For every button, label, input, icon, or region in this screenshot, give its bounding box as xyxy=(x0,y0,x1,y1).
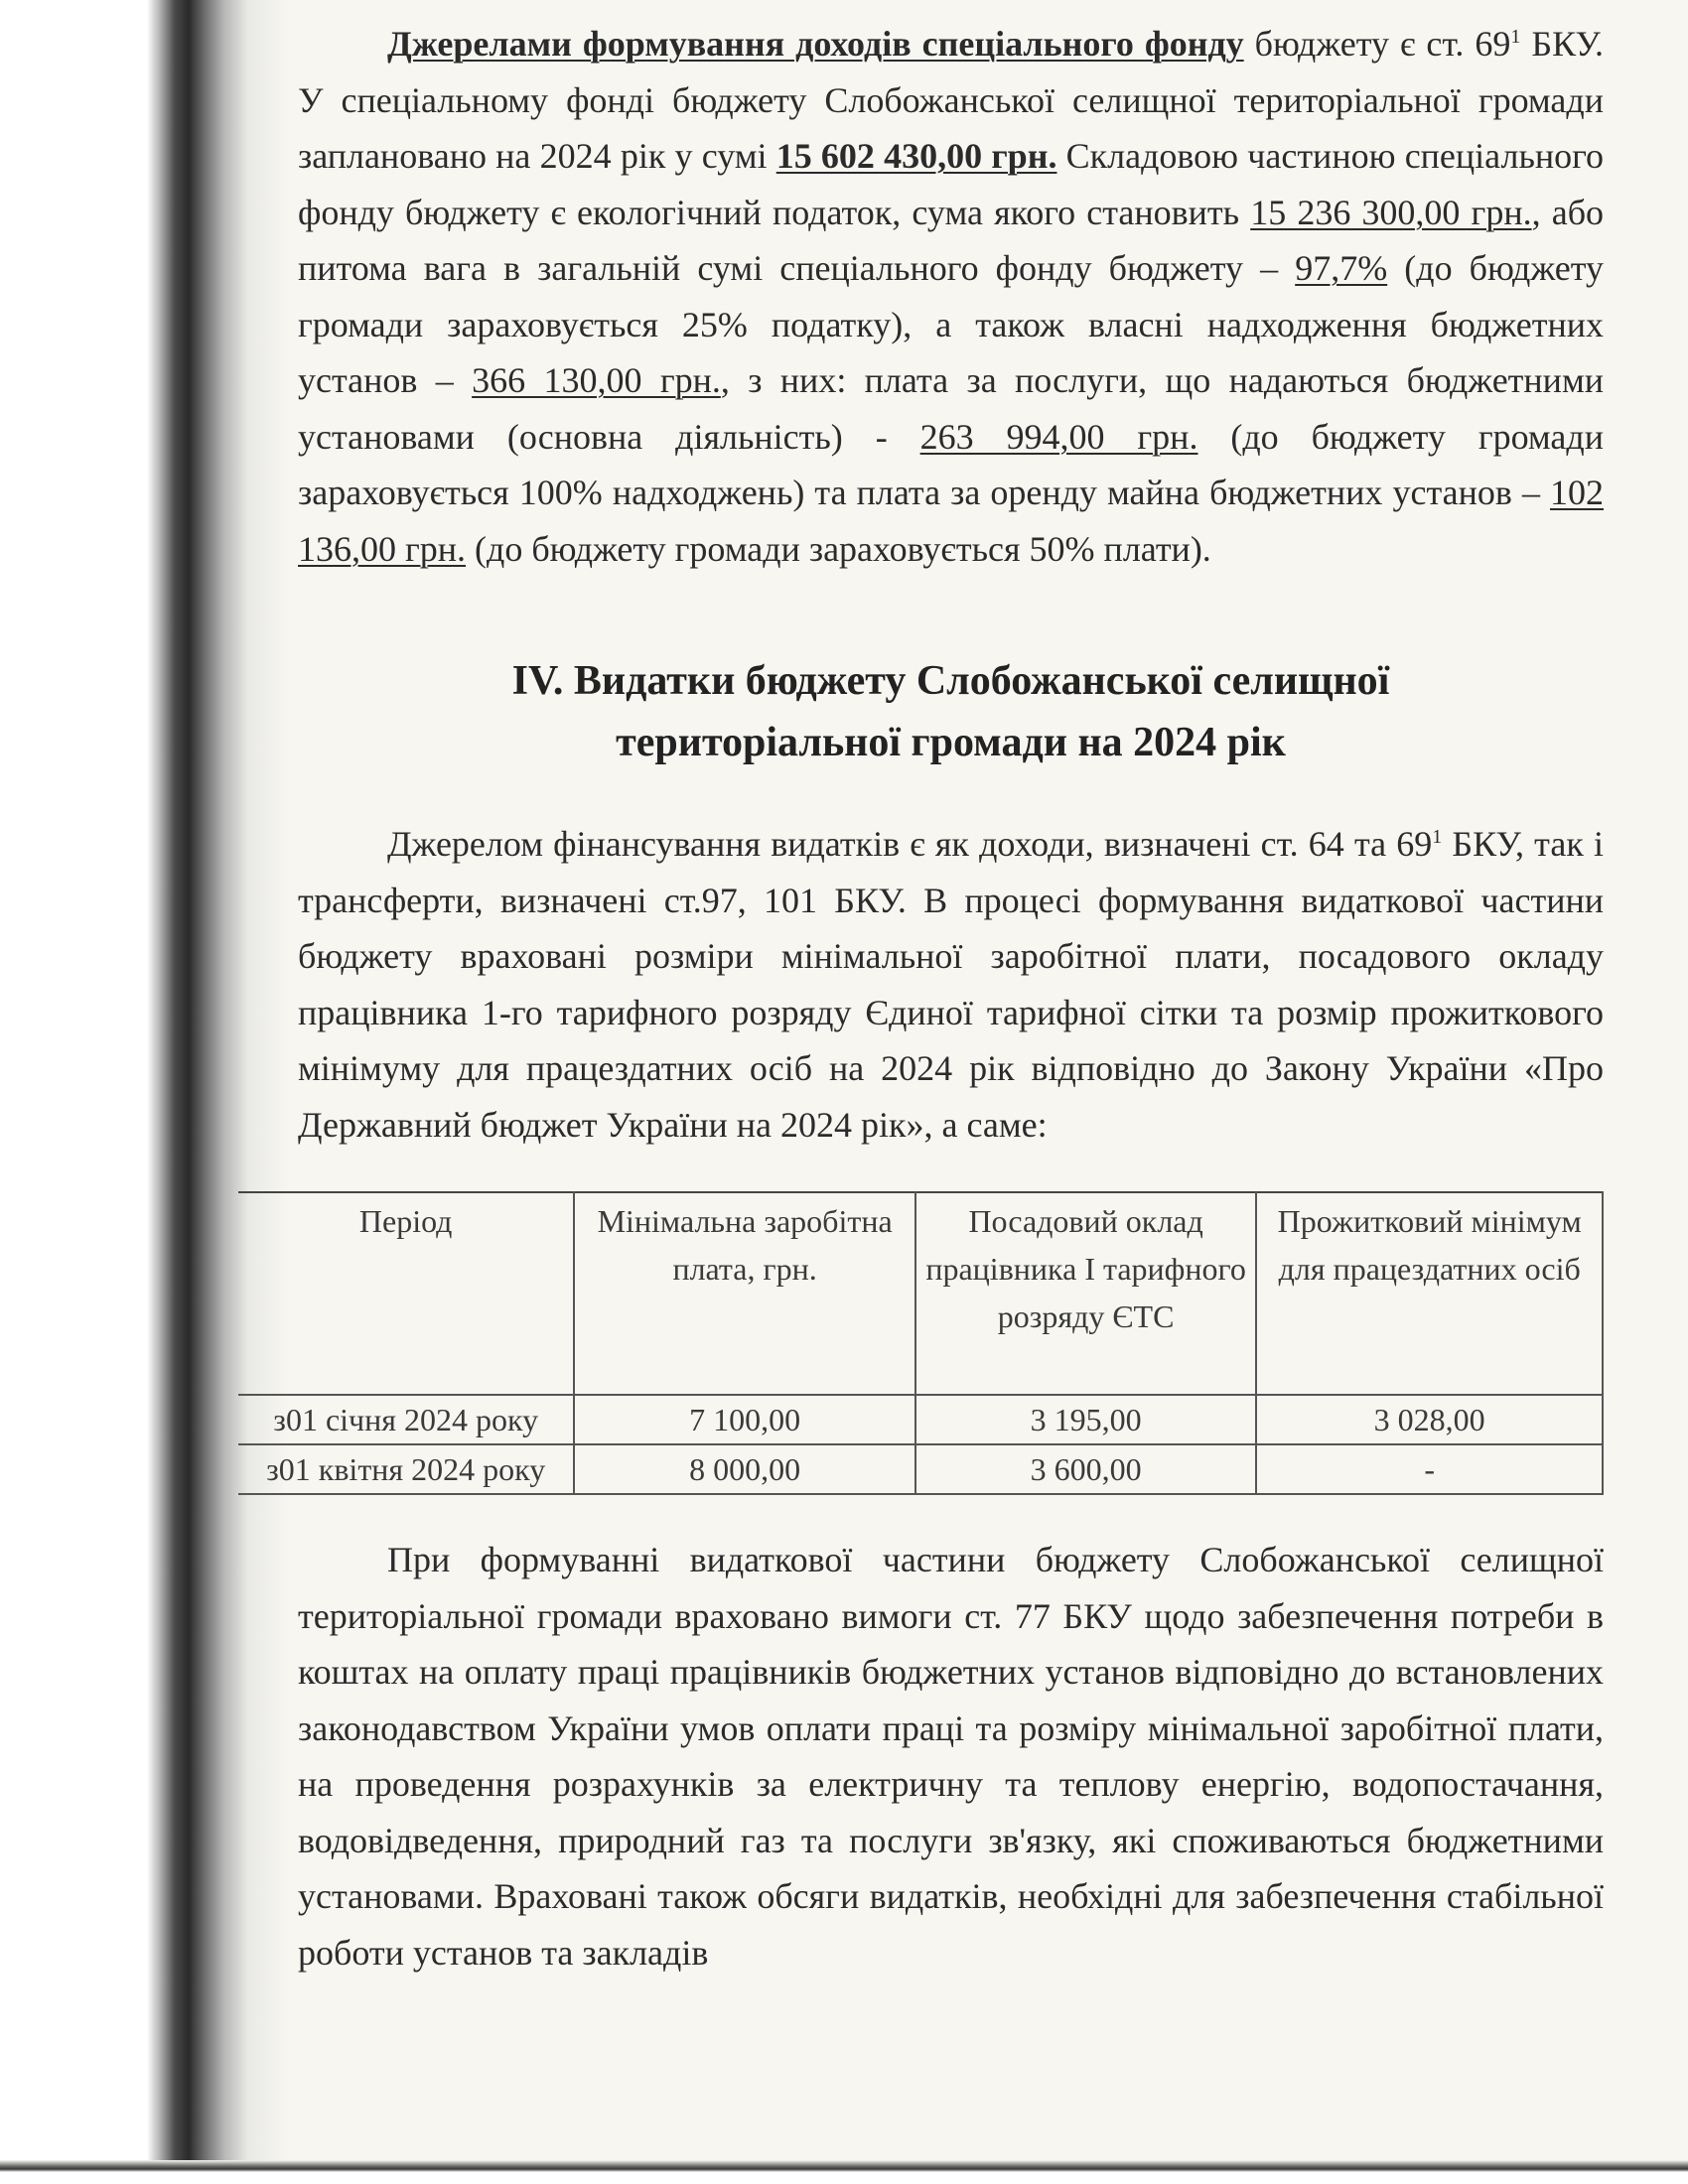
section-title xyxy=(298,650,1604,773)
cell-subsistence-minimum: 3 028,00 xyxy=(1256,1395,1603,1444)
eco-tax-amount: 15 236 300,00 грн. xyxy=(1250,192,1532,232)
eco-tax-share: 97,7% xyxy=(1295,248,1388,288)
cell-period: з01 січня 2024 року xyxy=(238,1395,574,1444)
table-header-row xyxy=(238,1192,1603,1395)
table-row xyxy=(238,1395,1603,1444)
header-period: Період xyxy=(238,1192,574,1395)
services-amount: 263 994,00 грн. xyxy=(919,416,1198,457)
cell-base-salary: 3 600,00 xyxy=(915,1444,1257,1494)
special-fund-heading-phrase: Джерелами формування доходів спеціального фонду xyxy=(387,24,1244,64)
own-revenue-amount: 366 130,00 грн. xyxy=(472,360,721,400)
rates-table xyxy=(238,1191,1604,1495)
section-title-line-1: IV. Видатки бюджету Слобожанської селищної xyxy=(511,658,1390,704)
expenditure-sources-paragraph: Джерелом фінансування видатків є як доходи, визначені ст. 64 та $69^1$ БКУ, так і трансферти, визначені ст.97, 101 БКУ. В процесі формування видаткової частини бюджету враховані розміри мінімальної заробітної плати, посадового окладу працівника 1-го тарифного розряду Єдиної тарифної сітки та розмір прожиткового мінімуму для працездатних осіб на 2024 рік відповідно до Закону України «Про Державний бюджет України на 2024 рік», а саме: xyxy=(298,824,1604,1145)
scan-binding-shadow xyxy=(0,0,298,2184)
cell-period: з01 квітня 2024 року xyxy=(238,1444,574,1494)
cell-min-wage: 8 000,00 xyxy=(574,1444,915,1494)
header-subsistence-minimum: Прожитковий мінімум для працездатних осіб xyxy=(1256,1192,1603,1395)
header-min-wage: Мінімальна заробітна плата, грн. xyxy=(574,1192,915,1395)
expenditure-formation-paragraph: При формуванні видаткової частини бюджету Слобожанської селищної територіальної громади враховано вимоги ст. 77 БКУ щодо забезпечення потреби в коштах на оплату праці працівників бюджетних установ відповідно до встановлених законодавством України умов оплати праці та розміру мінімальної заробітної плати, на проведення розрахунків за електричну та теплову енергію, водопостачання, водовідведення, природний газ та послуги зв'язку, які споживаються бюджетними установами. Враховані також обсяги видатків, необхідні для забезпечення стабільної роботи установ та закладів xyxy=(298,1540,1604,1973)
cell-subsistence-minimum: - xyxy=(1256,1444,1603,1494)
special-fund-paragraph: Джерелами формування доходів спеціального фонду бюджету є ст. $69^1$ БКУ. У спеціальному фонді бюджету Слобожанської селищної територіальної громади заплановано на 2024 рік у сумі 15 602 430,00 грн. Складовою частиною спеціального фонду бюджету є екологічний податок, сума якого становить 15 236 300,00 грн., або питома вага в загальній сумі спеціального фонду бюджету – 97,7% (до бюджету громади зараховується 25% податку), а також власні надходження бюджетних установ – 366 130,00 грн., з них: плата за послуги, що надаються бюджетними установами (основна діяльність) - 263 994,00 грн. (до бюджету громади зараховується 100% надходжень) та плата за оренду майна бюджетних установ – 102 136,00 грн. (до бюджету громади зараховується 50% плати). xyxy=(298,24,1605,569)
cell-min-wage: 7 100,00 xyxy=(574,1395,915,1444)
cell-base-salary: 3 195,00 xyxy=(915,1395,1257,1444)
scan-bottom-edge xyxy=(0,2160,1688,2184)
section-title-line-2: територіальної громади на 2024 рік xyxy=(616,720,1286,765)
header-base-salary: Посадовий оклад працівника I тарифного розряду ЄТС xyxy=(915,1192,1257,1395)
rent-amount: 102 136,00 грн. xyxy=(298,473,1604,569)
special-fund-total-amount: 15 602 430,00 грн. xyxy=(775,136,1057,176)
table-row xyxy=(238,1444,1603,1494)
